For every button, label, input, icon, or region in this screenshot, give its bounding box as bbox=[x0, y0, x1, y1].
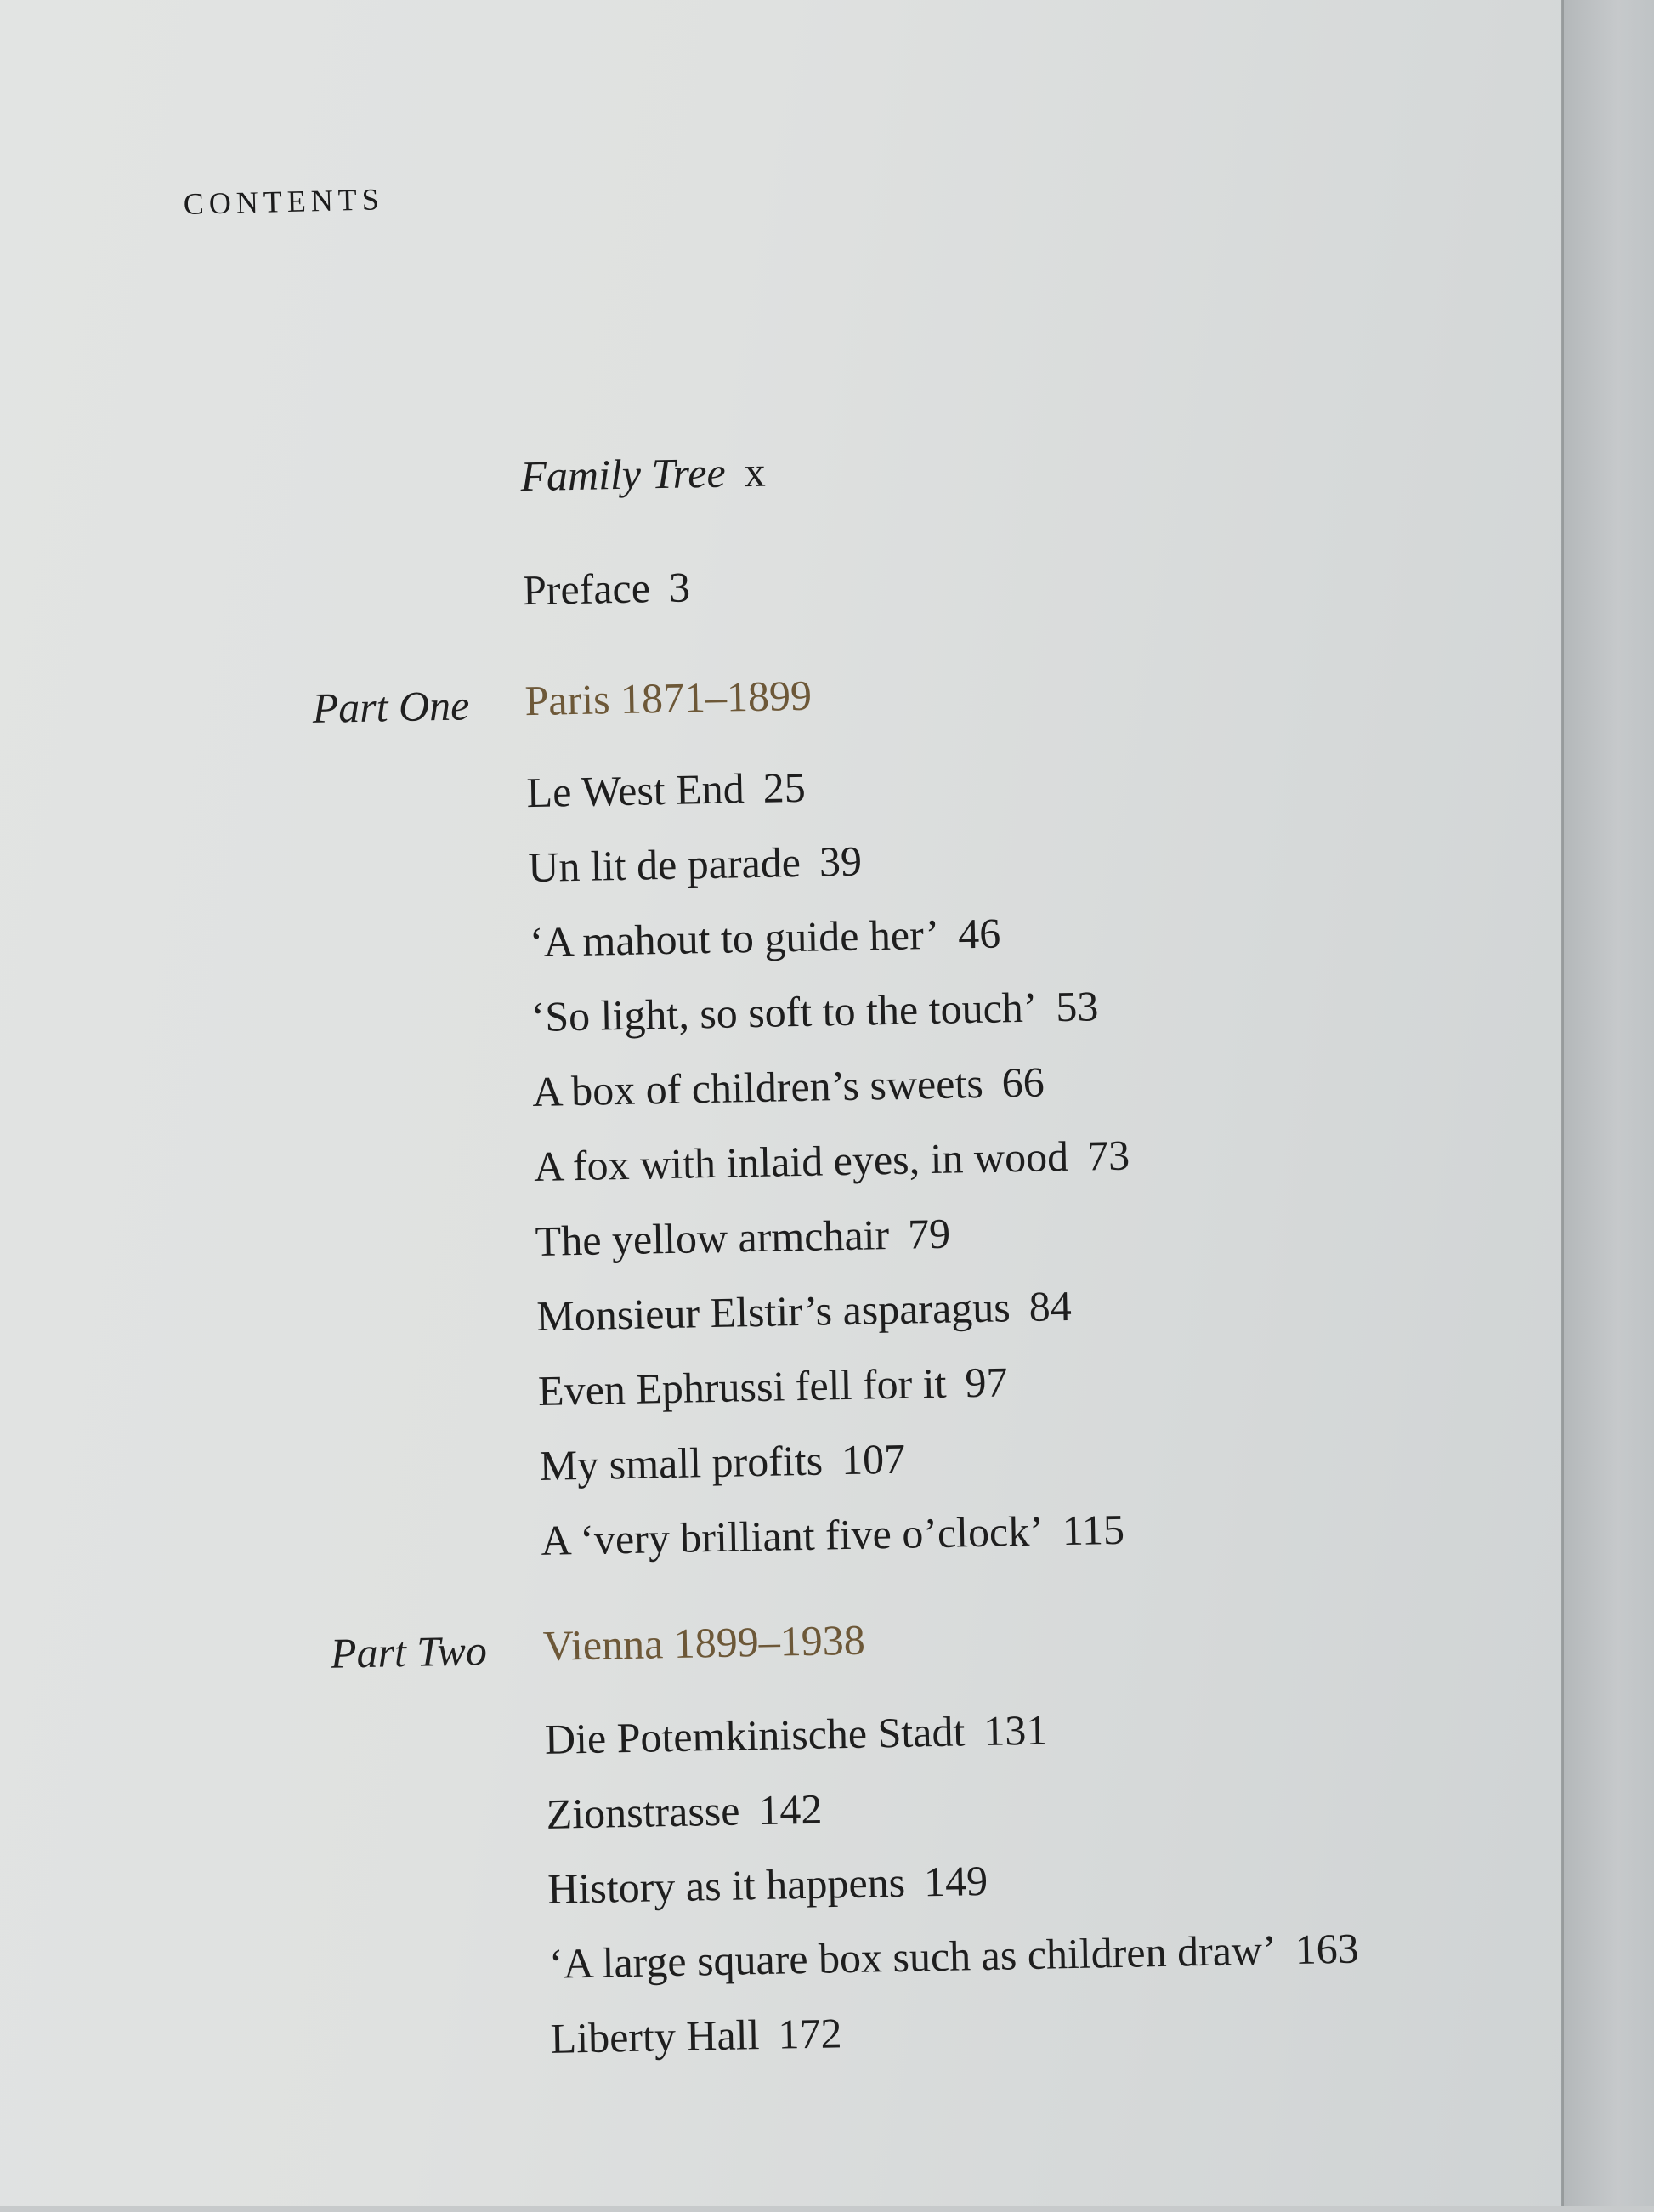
toc-entry-page: 115 bbox=[1062, 1505, 1125, 1555]
toc-entry bbox=[548, 1924, 1360, 1988]
toc-entry bbox=[530, 982, 1099, 1041]
toc-entry-title: ‘So light, so soft to the touch’ bbox=[530, 983, 1038, 1041]
toc-entry-page: 97 bbox=[964, 1358, 1008, 1407]
toc-entry-page: 25 bbox=[762, 763, 807, 812]
toc-entry-page: x bbox=[744, 447, 767, 496]
toc-entry-title: Liberty Hall bbox=[550, 2011, 760, 2062]
toc-entry-title: Die Potemkinische Stadt bbox=[544, 1707, 966, 1763]
toc-entry-preface bbox=[522, 563, 691, 615]
toc-entry-title: Zionstrasse bbox=[546, 1786, 740, 1838]
toc-entry-family-tree bbox=[519, 447, 767, 501]
toc-entry-title: Monsieur Elstir’s asparagus bbox=[535, 1283, 1011, 1340]
toc-entry-page: 172 bbox=[777, 2009, 842, 2058]
toc-entry bbox=[544, 1705, 1048, 1763]
toc-entry-page: 39 bbox=[819, 837, 863, 886]
toc-entry bbox=[550, 2011, 842, 2060]
toc-entry-page: 53 bbox=[1055, 982, 1099, 1031]
toc-entry-page: 79 bbox=[907, 1209, 951, 1258]
toc-entry bbox=[526, 763, 807, 817]
toc-entry-page: 3 bbox=[668, 563, 691, 611]
part-two-title: Vienna 1899–1938 bbox=[542, 1615, 866, 1670]
toc-entry-page: 84 bbox=[1028, 1281, 1073, 1330]
toc-entry-title: A fox with inlaid eyes, in wood bbox=[533, 1132, 1069, 1191]
toc-entry bbox=[533, 1131, 1130, 1191]
toc-entry-page: 131 bbox=[983, 1705, 1048, 1755]
toc-entry-title: A ‘very brilliant five o’clock’ bbox=[540, 1506, 1045, 1564]
toc-entry-page: 73 bbox=[1086, 1131, 1130, 1180]
toc-entry bbox=[547, 1856, 988, 1913]
toc-entry bbox=[540, 1505, 1125, 1564]
toc-entry bbox=[537, 1358, 1008, 1415]
toc-entry-title: Preface bbox=[522, 564, 651, 615]
toc-entry-title: My small profits bbox=[539, 1436, 824, 1489]
toc-entry-title: Even Ephrussi fell for it bbox=[537, 1358, 947, 1415]
toc-entry-page: 149 bbox=[923, 1856, 988, 1906]
toc-entry-page: 46 bbox=[957, 909, 1001, 958]
toc-entry-page: 107 bbox=[841, 1434, 906, 1484]
toc-entry-page: 66 bbox=[1001, 1058, 1045, 1107]
toc-entry-title: A box of children’s sweets bbox=[531, 1058, 984, 1116]
toc-entry bbox=[527, 837, 863, 892]
toc-entry bbox=[539, 1434, 906, 1489]
part-one-label: Part One bbox=[312, 681, 470, 732]
toc-entry-title: ‘A mahout to guide her’ bbox=[529, 910, 940, 967]
toc-entry-title: History as it happens bbox=[547, 1858, 906, 1913]
toc-entry-title: The yellow armchair bbox=[535, 1211, 890, 1265]
part-one-title: Paris 1871–1899 bbox=[524, 671, 813, 725]
toc-entry bbox=[531, 1058, 1045, 1116]
toc-entry-title: Un lit de parade bbox=[527, 837, 802, 892]
toc-entry-page: 142 bbox=[757, 1784, 823, 1835]
toc-entry-title: Le West End bbox=[526, 764, 745, 817]
toc-entry bbox=[535, 1209, 951, 1265]
toc-entry-page: 163 bbox=[1294, 1924, 1360, 1973]
toc-entry bbox=[546, 1784, 823, 1838]
contents-heading: contents bbox=[183, 171, 385, 224]
toc-entry-title: ‘A large square box such as children draw’ bbox=[548, 1926, 1277, 1988]
part-two-label: Part Two bbox=[330, 1626, 488, 1677]
toc-entry bbox=[535, 1281, 1073, 1340]
toc-entry-title: Family Tree bbox=[519, 448, 727, 501]
toc-entry bbox=[529, 909, 1001, 967]
